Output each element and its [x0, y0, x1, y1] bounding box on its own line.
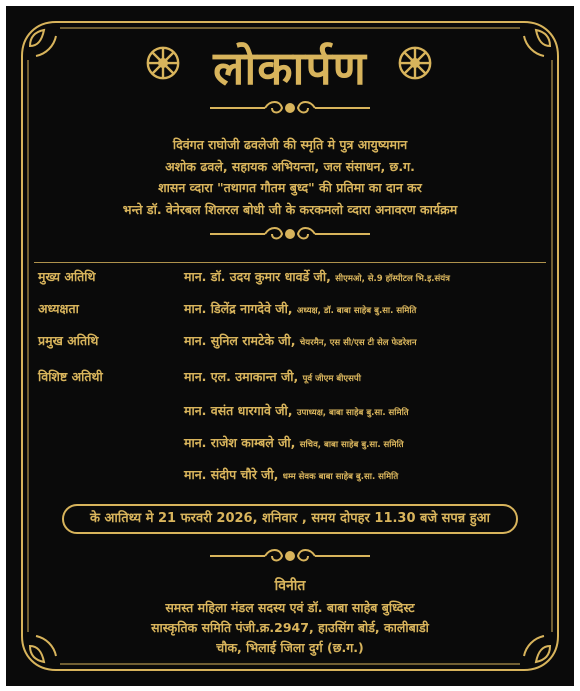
guest-entry	[184, 332, 417, 349]
intro-line: शासन व्दारा "तथागत गौतम बुध्द" की प्रतिमा का दान कर	[158, 180, 422, 195]
vinit-heading: विनीत	[274, 578, 306, 594]
guest-designation: उपाध्यक्ष, बाबा साहेब बु.सा. समिति	[296, 408, 409, 418]
guest-name: मान. राजेश काम्बले जी,	[184, 435, 296, 450]
intro-line: दिवंगत राघोजी ढवलेजी की स्मृति मे पुत्र आयुष्यमान	[172, 137, 408, 152]
guest-entry	[184, 466, 398, 483]
footer-line: चौक, भिलाई जिला दुर्ग (छ.ग.)	[216, 640, 364, 655]
footer-text	[26, 598, 554, 658]
guest-list-rule	[34, 262, 546, 263]
footer-line: सास्कृतिक समिति पंजी.क्र.2947, हाउसिंग बोर्ड, कालीबाडी	[151, 620, 429, 635]
guest-name: मान. संदीप चौरे जी,	[184, 467, 279, 482]
date-line: के आतिथ्य मे 21 फरवरी 2026, शनिवार , समय दोपहर 11.30 बजे सपन्न हुआ	[62, 504, 518, 534]
guest-entry	[184, 300, 416, 317]
guest-designation: अध्यक्ष, डॉ. बाबा साहेब बु.सा. समिति	[296, 306, 417, 316]
plaque	[6, 6, 574, 686]
scroll-divider-icon	[210, 224, 370, 244]
guest-entry	[184, 268, 450, 285]
guest-name: मान. डिलेंद्र नागदेवे जी,	[184, 301, 293, 316]
guest-entry	[184, 402, 409, 419]
intro-line: अशोक ढवले, सहायक अभियन्ता, जल संसाधन, छ.ग.	[165, 158, 415, 174]
guest-designation: सचिव, बाबा साहेब बु.सा. समिति	[299, 440, 404, 450]
guest-designation: पूर्व जीएम बीएसपी	[302, 374, 361, 384]
guest-name: मान. वसंत धारगावे जी,	[184, 403, 293, 418]
guest-name: मान. सुनिल रामटेके जी,	[184, 333, 296, 348]
guest-entry	[184, 368, 361, 385]
scroll-divider-icon	[210, 546, 370, 566]
guest-role: मुख्य अतिथि	[38, 269, 96, 284]
intro-text	[26, 134, 554, 220]
guest-role: अध्यक्षता	[38, 301, 79, 316]
guest-designation: चेयरमैन, एस सी/एस टी सेल फेडरेशन	[299, 338, 417, 348]
scroll-divider-icon	[210, 98, 370, 118]
guest-entry	[184, 434, 404, 451]
guest-name: मान. डॉ. उदय कुमार धावर्डे जी,	[184, 269, 331, 284]
guest-designation: सीएमओ, से.9 हॉस्पीटल भि.इ.संयंत्र	[335, 274, 450, 284]
guest-role: प्रमुख अतिथि	[38, 333, 99, 348]
guest-role: विशिष्ट अतिथी	[38, 369, 103, 384]
guest-designation: धम्म सेवक बाबा साहेब बु.सा. समिति	[282, 472, 399, 482]
intro-line: भन्ते डॉ. वेनेरबल शिलरल बोधी जी के करकमलो व्दारा अनावरण कार्यक्रम	[122, 201, 458, 217]
guest-name: मान. एल. उमाकान्त जी,	[184, 369, 299, 384]
footer-line: समस्त महिला मंडल सदस्य एवं डॉ. बाबा साहेब बुध्दिस्ट	[165, 600, 415, 615]
page-title: लोकार्पण	[213, 41, 367, 95]
